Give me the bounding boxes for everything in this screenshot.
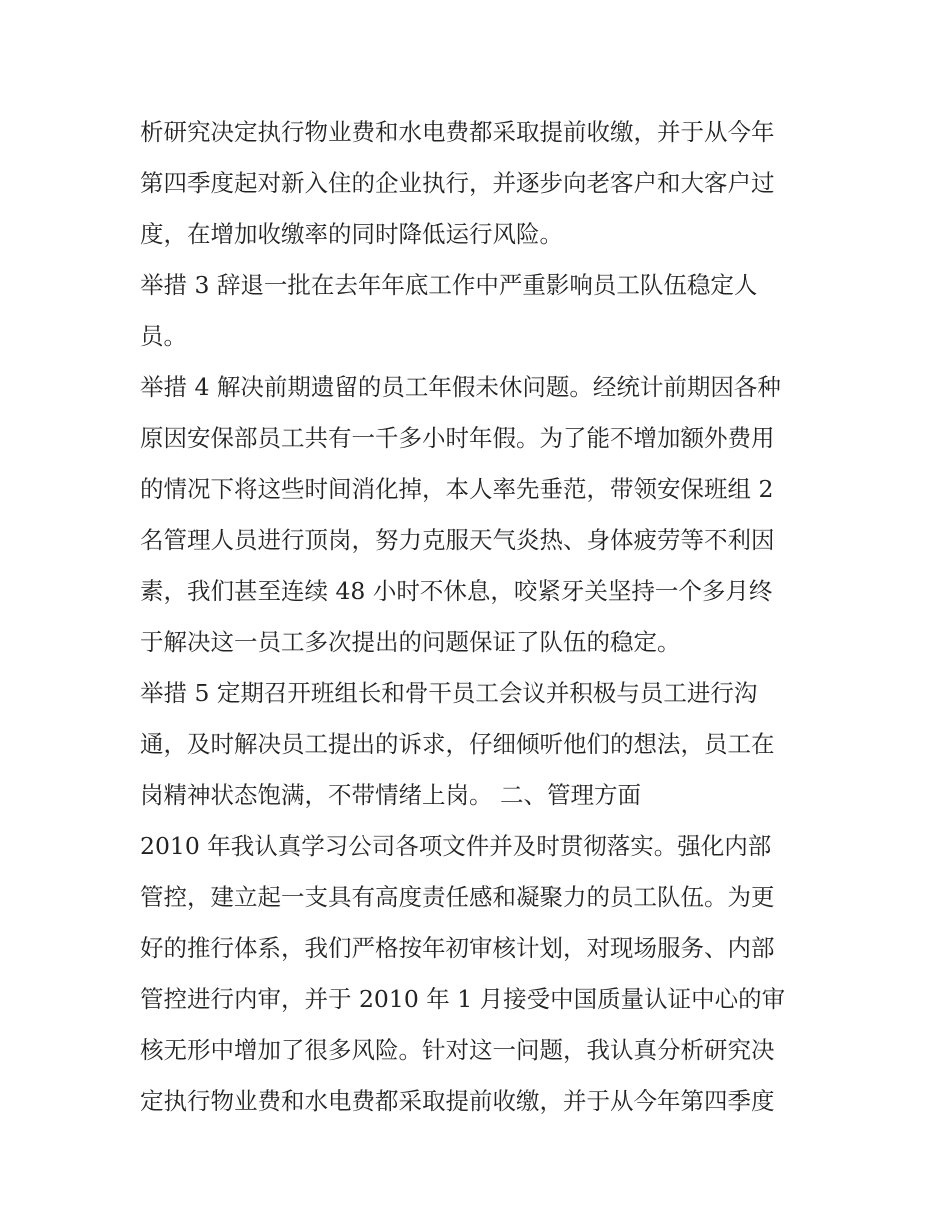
text-line: 管控，建立起一支具有高度责任感和凝聚力的员工队伍。为更 bbox=[140, 883, 775, 911]
text-line: 通，及时解决员工提出的诉求，仔细倾听他们的想法，员工在 bbox=[140, 730, 775, 758]
text-line: 员。 bbox=[140, 322, 187, 350]
text-line: 举措 3 辞退一批在去年年底工作中严重影响员工队伍稳定人 bbox=[140, 271, 758, 299]
text-line: 2010 年我认真学习公司各项文件并及时贯彻落实。强化内部 bbox=[140, 832, 772, 860]
text-line: 管控进行内审，并于 2010 年 1 月接受中国质量认证中心的审 bbox=[140, 985, 786, 1013]
text-line: 名管理人员进行顶岗，努力克服天气炎热、身体疲劳等不利因 bbox=[140, 526, 775, 554]
text-line: 度，在增加收缴率的同时降低运行风险。 bbox=[140, 220, 563, 248]
text-line: 举措 5 定期召开班组长和骨干员工会议并积极与员工进行沟 bbox=[140, 679, 758, 707]
text-line: 第四季度起对新入住的企业执行，并逐步向老客户和大客户过 bbox=[140, 169, 775, 197]
body-text bbox=[140, 107, 830, 1127]
text-line: 好的推行体系，我们严格按年初审核计划，对现场服务、内部 bbox=[140, 934, 775, 962]
text-line: 原因安保部员工共有一千多小时年假。为了能不增加额外费用 bbox=[140, 424, 775, 452]
text-line: 定执行物业费和水电费都采取提前收缴，并于从今年第四季度 bbox=[140, 1087, 775, 1115]
text-line: 的情况下将这些时间消化掉，本人率先垂范，带领安保班组 2 bbox=[140, 475, 774, 503]
text-line: 举措 4 解决前期遗留的员工年假未休问题。经统计前期因各种 bbox=[140, 373, 781, 401]
text-line: 于解决这一员工多次提出的问题保证了队伍的稳定。 bbox=[140, 628, 681, 656]
text-line: 素，我们甚至连续 48 小时不休息，咬紧牙关坚持一个多月终 bbox=[140, 577, 773, 605]
text-line: 核无形中增加了很多风险。针对这一问题，我认真分析研究决 bbox=[140, 1036, 775, 1064]
text-line: 岗精神状态饱满，不带情绪上岗。 二、管理方面 bbox=[140, 781, 641, 809]
text-line: 析研究决定执行物业费和水电费都采取提前收缴，并于从今年 bbox=[140, 118, 775, 146]
